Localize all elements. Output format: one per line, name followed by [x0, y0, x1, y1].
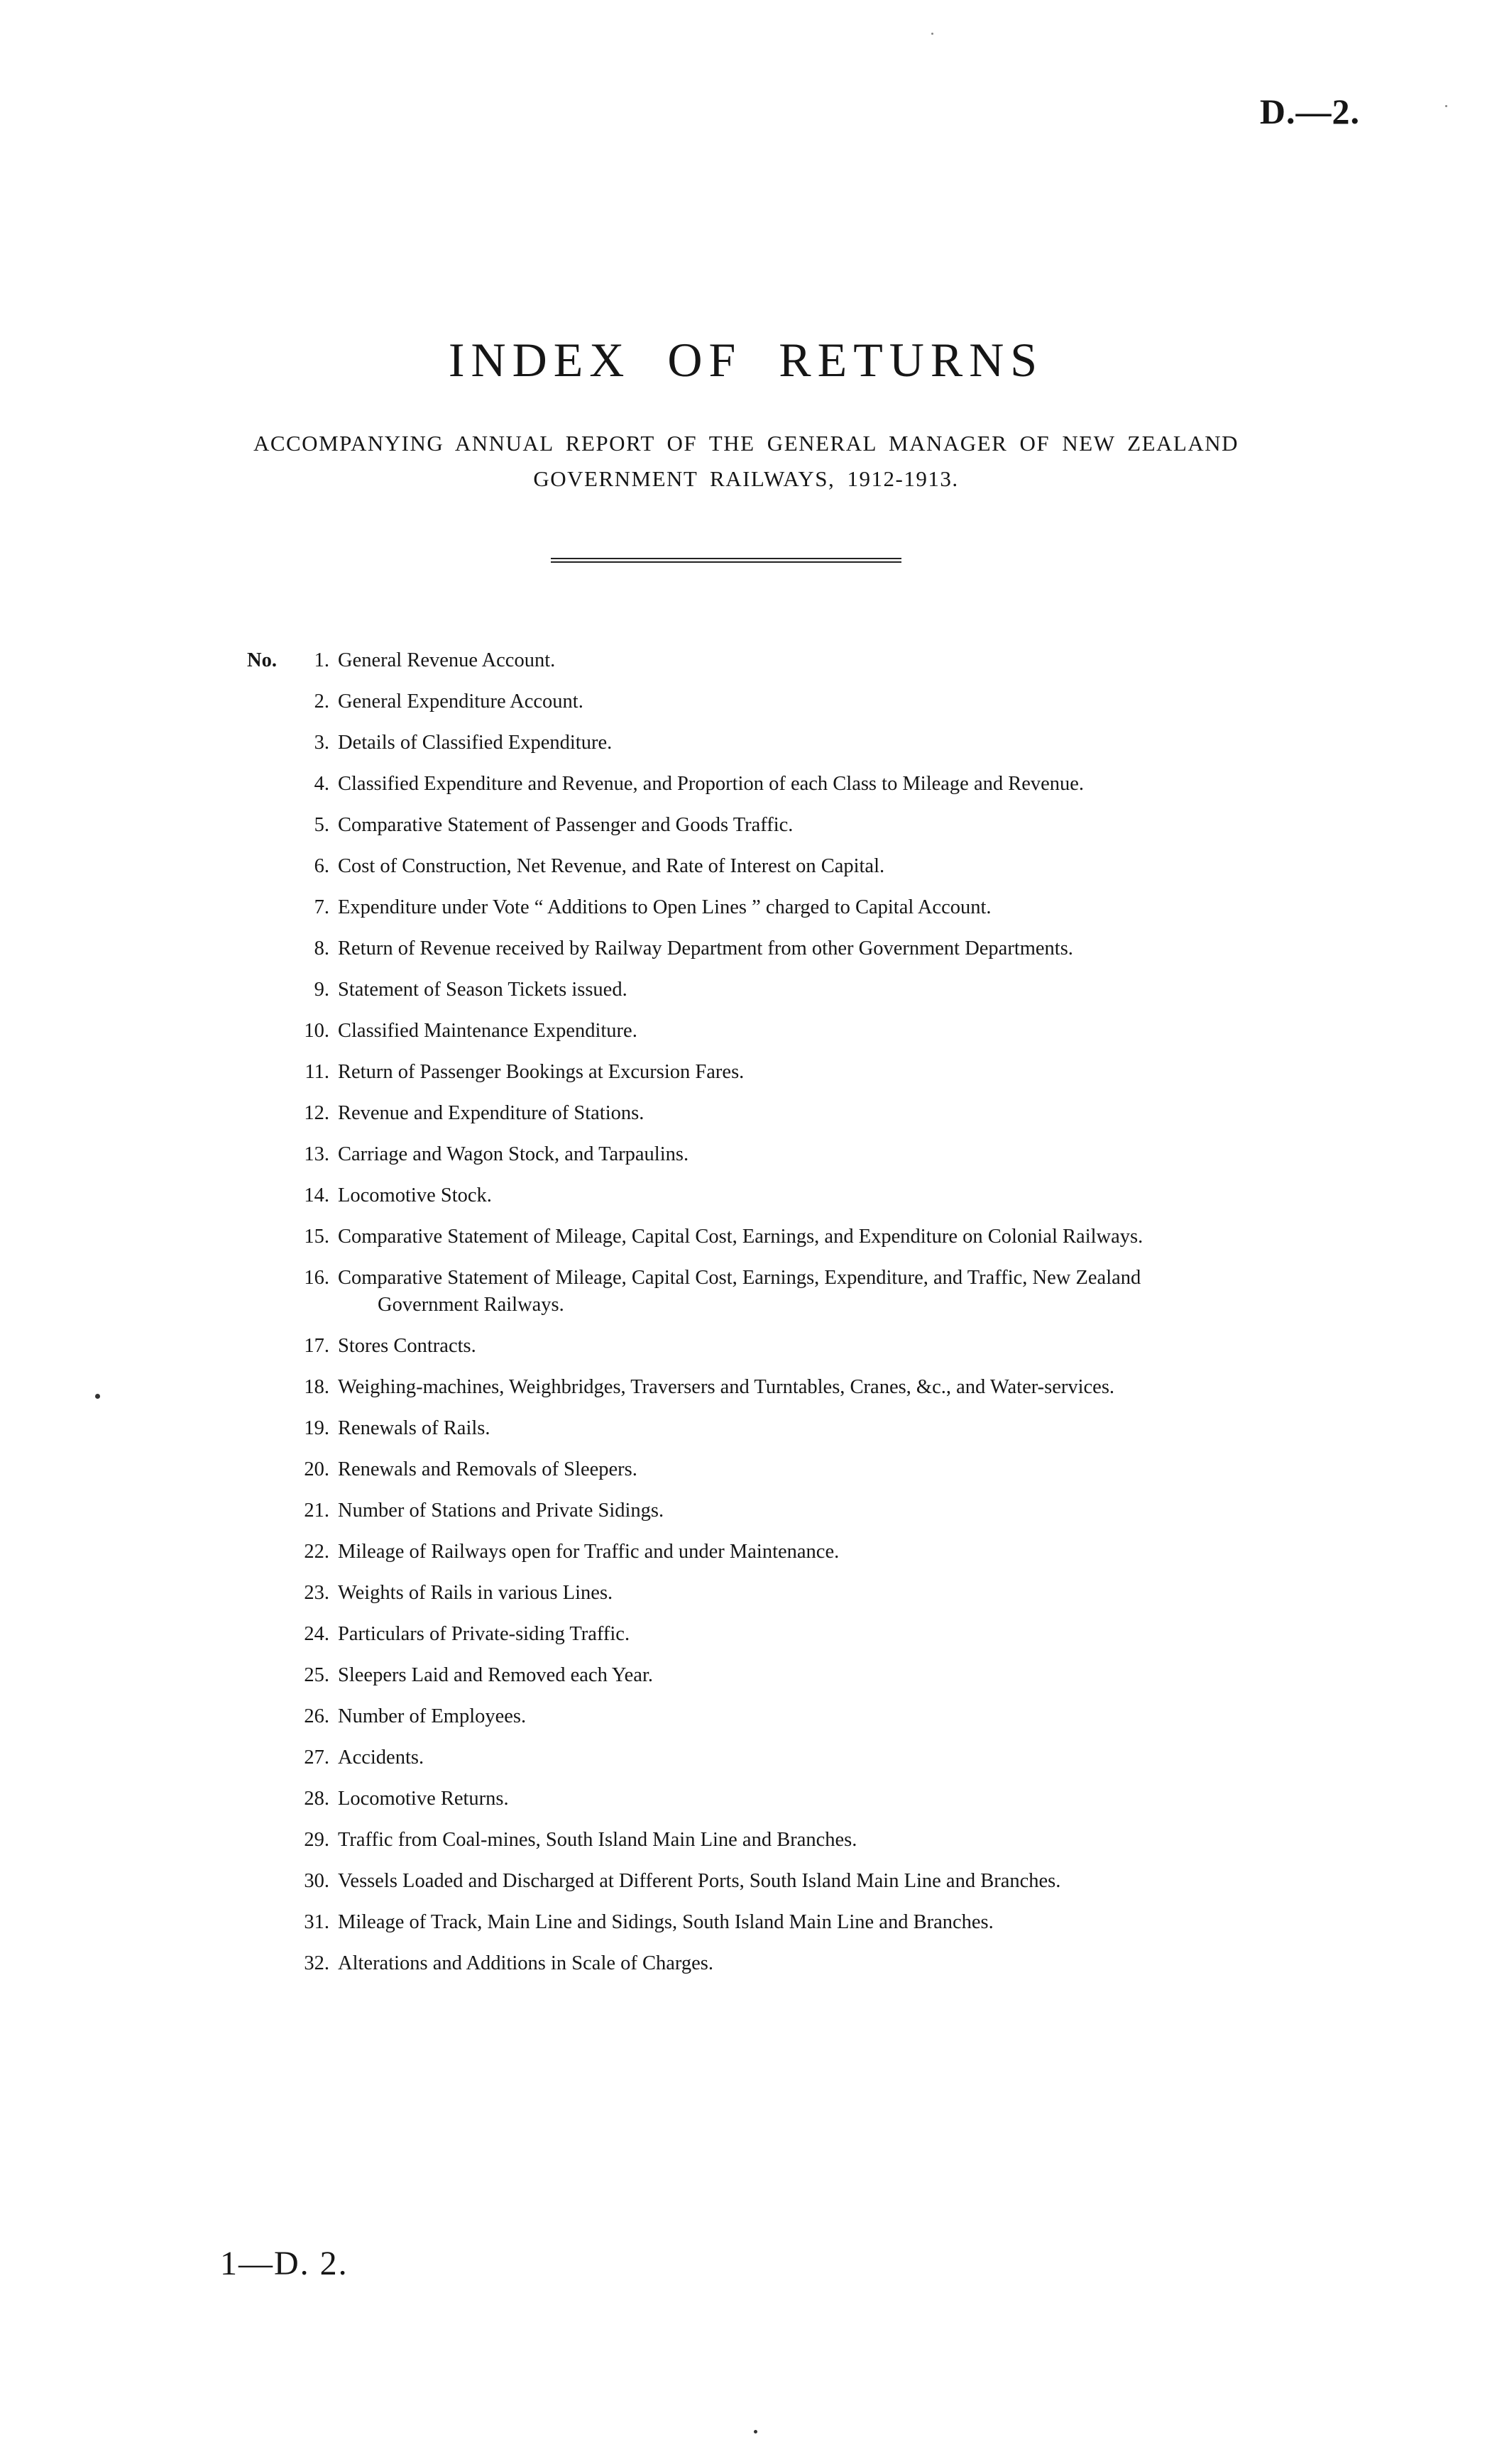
item-text: Particulars of Private-siding Traffic. [338, 1623, 630, 1645]
list-item [250, 1827, 1360, 1854]
list-item [250, 730, 1360, 757]
list-item [250, 1182, 1360, 1209]
item-text-continuation: Government Railways. [378, 1294, 564, 1316]
item-text: Mileage of Railways open for Traffic and under Maintenance. [338, 1541, 840, 1563]
list-item [250, 1374, 1360, 1401]
item-text: Details of Classified Expenditure. [338, 732, 613, 754]
sheet-reference: 1—D. 2. [220, 2245, 349, 2282]
item-number: 31. [304, 1911, 329, 1933]
item-number: 18. [304, 1376, 329, 1398]
item-text: Renewals of Rails. [338, 1417, 490, 1439]
list-item [250, 853, 1360, 880]
item-text: Carriage and Wagon Stock, and Tarpaulins. [338, 1143, 689, 1165]
list-item [250, 1621, 1360, 1648]
item-number: 27. [304, 1747, 329, 1769]
item-number: 16. [304, 1267, 329, 1289]
list-item [250, 935, 1360, 962]
list-item [250, 1786, 1360, 1813]
list-item [250, 1059, 1360, 1086]
list-item [250, 771, 1360, 798]
item-text: Weights of Rails in various Lines. [338, 1582, 613, 1604]
item-number: 24. [304, 1623, 329, 1645]
list-item [250, 1662, 1360, 1689]
item-number: 2. [314, 691, 329, 713]
list-item [250, 1100, 1360, 1127]
item-text: Weighing-machines, Weighbridges, Traversers and Turntables, Cranes, &c., and Water-services. [338, 1376, 1115, 1398]
item-number: 5. [314, 814, 329, 836]
list-item [250, 1018, 1360, 1045]
list-item [250, 1456, 1360, 1483]
list-item [250, 1223, 1360, 1250]
scan-speck [95, 1394, 100, 1399]
item-number: 22. [304, 1541, 329, 1563]
item-text: Vessels Loaded and Discharged at Different Ports, South Island Main Line and Branches. [338, 1870, 1061, 1892]
list-item [250, 1744, 1360, 1771]
item-number: 15. [304, 1226, 329, 1248]
page-reference: D.—2. [1259, 92, 1360, 131]
list-prefix: No. [247, 649, 277, 671]
item-number: 6. [314, 855, 329, 877]
item-text: Return of Passenger Bookings at Excursion Fares. [338, 1061, 745, 1083]
item-number: 29. [304, 1829, 329, 1851]
list-item [250, 1580, 1360, 1607]
page-title: INDEX OF RETURNS [448, 333, 1044, 387]
item-number: 11. [305, 1061, 329, 1083]
item-text: Expenditure under Vote “ Additions to Open Lines ” charged to Capital Account. [338, 896, 992, 918]
item-number: 1. [314, 649, 329, 671]
item-text: Comparative Statement of Mileage, Capital Cost, Earnings, and Expenditure on Colonial Railways. [338, 1226, 1143, 1248]
list-item [250, 1141, 1360, 1168]
item-number: 23. [304, 1582, 329, 1604]
item-number: 20. [304, 1458, 329, 1480]
item-text: Mileage of Track, Main Line and Sidings, South Island Main Line and Branches. [338, 1911, 994, 1933]
item-number: 25. [304, 1664, 329, 1686]
scan-speck [931, 33, 933, 35]
item-text: Number of Stations and Private Sidings. [338, 1500, 664, 1522]
item-number: 13. [304, 1143, 329, 1165]
list-item [250, 1415, 1360, 1442]
item-text: Traffic from Coal-mines, South Island Main Line and Branches. [338, 1829, 857, 1851]
list-item [250, 1703, 1360, 1730]
item-text: Locomotive Returns. [338, 1788, 509, 1810]
item-text: Renewals and Removals of Sleepers. [338, 1458, 637, 1480]
item-number: 26. [304, 1705, 329, 1727]
page-subtitle [177, 426, 1315, 497]
item-text: General Expenditure Account. [338, 691, 583, 713]
list-item [250, 977, 1360, 1003]
item-text: Accidents. [338, 1747, 424, 1769]
item-number: 28. [304, 1788, 329, 1810]
item-text: Revenue and Expenditure of Stations. [338, 1102, 644, 1124]
item-number: 4. [314, 773, 329, 795]
list-item [250, 1333, 1360, 1360]
item-text: Alterations and Additions in Scale of Charges. [338, 1952, 714, 1974]
item-number: 17. [304, 1335, 329, 1357]
double-rule-divider [551, 558, 901, 563]
item-text: Classified Maintenance Expenditure. [338, 1020, 637, 1042]
item-number: 10. [304, 1020, 329, 1042]
item-text: Return of Revenue received by Railway Department from other Government Departments. [338, 937, 1073, 959]
item-number: 7. [314, 896, 329, 918]
list-item [250, 1909, 1360, 1936]
list-item [250, 1265, 1360, 1319]
scan-speck [1445, 105, 1447, 107]
item-number: 32. [304, 1952, 329, 1974]
item-text: Sleepers Laid and Removed each Year. [338, 1664, 653, 1686]
subtitle-line-2: GOVERNMENT RAILWAYS, 1912-1913. [533, 466, 959, 491]
returns-index-list [247, 647, 1360, 1991]
scan-speck [754, 2430, 757, 2433]
item-text: Comparative Statement of Passenger and Goods Traffic. [338, 814, 794, 836]
list-item [250, 1868, 1360, 1895]
item-text: Locomotive Stock. [338, 1184, 492, 1206]
list-item [250, 894, 1360, 921]
item-number: 30. [304, 1870, 329, 1892]
item-number: 8. [314, 937, 329, 959]
item-text: Stores Contracts. [338, 1335, 476, 1357]
item-text: Comparative Statement of Mileage, Capital Cost, Earnings, Expenditure, and Traffic, New Zealand [338, 1267, 1141, 1289]
item-text: Statement of Season Tickets issued. [338, 979, 627, 1001]
list-item [250, 688, 1360, 715]
item-text: General Revenue Account. [338, 649, 556, 671]
item-number: 3. [314, 732, 329, 754]
list-item [247, 647, 1360, 674]
list-item [250, 1950, 1360, 1977]
list-item [250, 1497, 1360, 1524]
item-number: 12. [304, 1102, 329, 1124]
list-item [250, 812, 1360, 839]
item-text: Cost of Construction, Net Revenue, and Rate of Interest on Capital. [338, 855, 885, 877]
item-number: 14. [304, 1184, 329, 1206]
item-number: 21. [304, 1500, 329, 1522]
list-item [250, 1539, 1360, 1566]
item-number: 19. [304, 1417, 329, 1439]
item-text: Classified Expenditure and Revenue, and Proportion of each Class to Mileage and Revenue. [338, 773, 1085, 795]
subtitle-line-1: ACCOMPANYING ANNUAL REPORT OF THE GENERAL MANAGER OF NEW ZEALAND [253, 431, 1239, 456]
item-number: 9. [314, 979, 329, 1001]
item-text: Number of Employees. [338, 1705, 527, 1727]
